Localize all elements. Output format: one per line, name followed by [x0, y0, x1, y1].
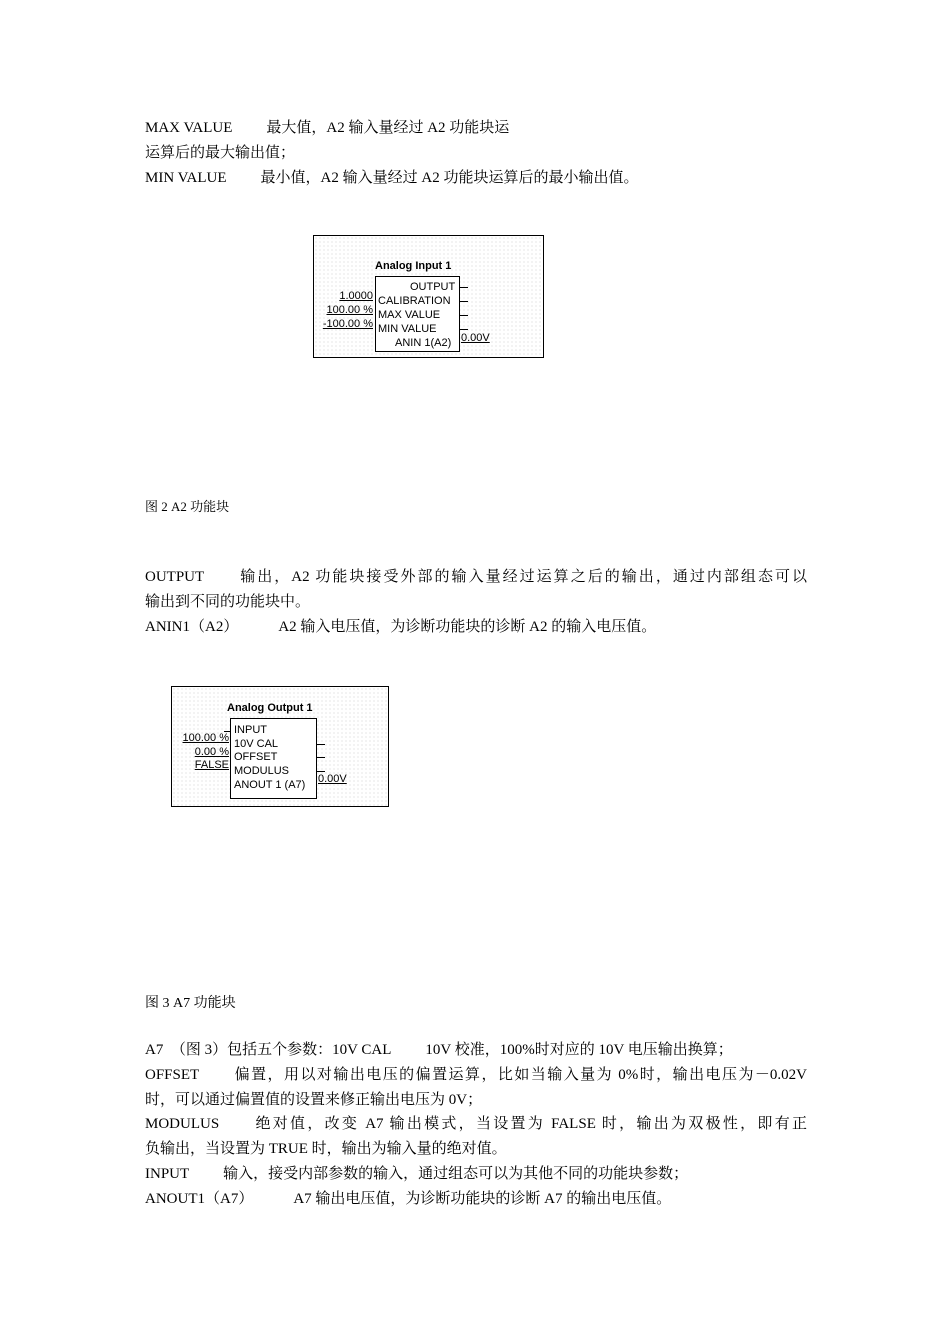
max-value-pin [460, 315, 468, 316]
modulus-desc: 绝对值，改变 A7 输出模式，当设置为 FALSE 时，输出为双极性，即有正 [253, 1116, 807, 1132]
modulus-input-value: FALSE [194, 759, 229, 771]
analog-input-diagram [313, 235, 544, 358]
offset-pin [317, 757, 325, 758]
min-value-term: MIN VALUE [145, 170, 227, 186]
input-label: INPUT [234, 724, 267, 736]
input-pin [224, 731, 230, 732]
offset-line-2: 时，可以通过偏置值的设置来修正输出电压为 0V； [145, 1092, 483, 1108]
anout-desc: A7 输出电压值，为诊断功能块的诊断 A7 的输出电压值。 [293, 1191, 672, 1207]
modulus-line [145, 1114, 807, 1134]
anout-output-value: 0.00V [318, 773, 347, 785]
anout-label: ANOUT 1 (A7) [234, 779, 306, 791]
output-label: OUTPUT [410, 281, 456, 293]
a7-intro-line [145, 1040, 733, 1060]
anin-desc: A2 输入电压值，为诊断功能块的诊断 A2 的输入电压值。 [278, 619, 657, 635]
modulus-line-2: 负输出，当设置为 TRUE 时，输出为输入量的绝对值。 [145, 1141, 507, 1157]
10v-cal-input-value: 100.00 % [182, 732, 229, 744]
max-value-input-value: 100.00 % [326, 304, 373, 316]
output-line [145, 567, 807, 587]
calibration-pin [460, 301, 468, 302]
min-value-desc: 最小值，A2 输入量经过 A2 功能块运算后的最小输出值。 [260, 170, 639, 186]
min-value-line [145, 168, 638, 188]
max-value-line [145, 118, 509, 138]
min-value-input-value: -100.00 % [322, 318, 373, 330]
a7-intro: A7 （图 3）包括五个参数：10V CAL [145, 1042, 392, 1058]
input-desc: 输入，接受内部参数的输入，通过组态可以为其他不同的功能块参数； [223, 1166, 689, 1182]
input-term: INPUT [145, 1166, 190, 1182]
diagram-title: Analog Input 1 [375, 260, 452, 272]
offset-line [145, 1065, 807, 1085]
anout-line [145, 1189, 671, 1209]
max-value-label: MAX VALUE [378, 309, 441, 321]
anout-term: ANOUT1（A7） [145, 1191, 254, 1207]
modulus-term: MODULUS [145, 1116, 220, 1132]
modulus-pin [317, 771, 325, 772]
figure-3-caption: 图 3 A7 功能块 [145, 996, 236, 1011]
max-value-line-2: 运算后的最大输出值； [145, 145, 296, 161]
output-term: OUTPUT [145, 569, 205, 585]
min-value-pin [460, 329, 468, 330]
figure-2-caption: 图 2 A2 功能块 [145, 499, 230, 514]
offset-term: OFFSET [145, 1067, 200, 1083]
anin-output-value: 0.00V [461, 332, 490, 344]
10v-cal-desc: 10V 校准，100%时对应的 10V 电压输出换算； [425, 1042, 733, 1058]
analog-output-diagram [171, 686, 389, 807]
10v-cal-pin [317, 744, 325, 745]
modulus-label: MODULUS [234, 765, 290, 777]
10v-cal-label: 10V CAL [234, 738, 279, 750]
calibration-input-value: 1.0000 [339, 290, 373, 302]
anin-line [145, 617, 656, 637]
output-pin [460, 287, 468, 288]
max-value-term: MAX VALUE [145, 120, 233, 136]
input-line [145, 1164, 688, 1184]
calibration-label: CALIBRATION [378, 295, 451, 307]
anin-label: ANIN 1(A2) [395, 337, 452, 349]
min-value-label: MIN VALUE [378, 323, 437, 335]
diagram-title-2: Analog Output 1 [227, 702, 313, 714]
offset-desc: 偏置，用以对输出电压的偏置运算，比如当输入量为 0%时，输出电压为－0.02V [233, 1067, 807, 1083]
max-value-desc: 最大值，A2 输入量经过 A2 功能块运 [266, 120, 510, 136]
offset-input-value: 0.00 % [194, 746, 229, 758]
output-desc: 输出，A2 功能块接受外部的输入量经过运算之后的输出，通过内部组态可以 [238, 569, 807, 585]
anin-term: ANIN1（A2） [145, 619, 239, 635]
output-line-2: 输出到不同的功能块中。 [145, 594, 311, 610]
offset-label: OFFSET [234, 751, 278, 763]
